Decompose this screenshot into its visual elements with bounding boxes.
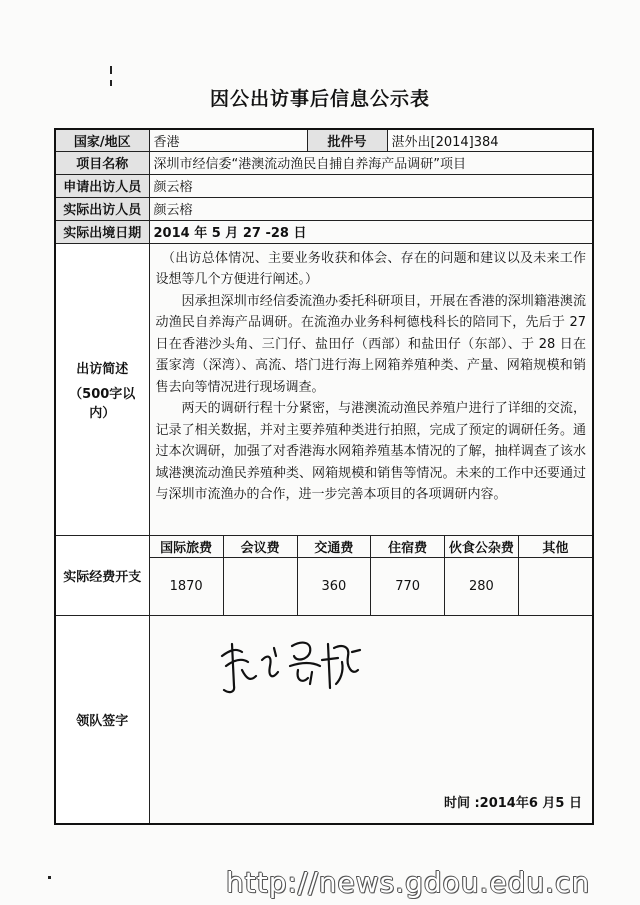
expense-value: 280 xyxy=(445,558,519,615)
info-form-table xyxy=(54,128,594,825)
expense-value xyxy=(518,558,592,615)
page-title: 因公出访事后信息公示表 xyxy=(209,88,430,110)
expenses-cell xyxy=(149,535,593,615)
label-applicants: 申请出访人员 xyxy=(55,174,149,197)
row-actual-visitors xyxy=(55,197,593,220)
signature-date: 时间 :2014年6 月5 日 xyxy=(443,796,582,811)
value-country: 香港 xyxy=(149,129,307,151)
row-dates xyxy=(55,220,593,243)
summary-paragraph: 因承担深圳市经信委流渔办委托科研项目，开展在香港的深圳籍港澳流动渔民自养海产品调研。在流渔办业务科柯德栈科长的陪同下，先后于 27 日在香港沙头角、三门仔、盐田仔（西部）和盐田仔（东部）、于 28 日在蛋家湾（深湾）、高流、塔门进行海上网箱养殖种类、产量、网箱规模和销售去向等情况进行现场调查。 xyxy=(155,293,586,395)
label-dates: 实际出境日期 xyxy=(55,220,149,243)
expense-header: 国际旅费 xyxy=(150,536,224,558)
row-expenses xyxy=(55,535,593,615)
label-approval-no: 批件号 xyxy=(307,129,387,151)
expense-value: 770 xyxy=(371,558,445,615)
value-applicants: 颜云榕 xyxy=(149,174,593,197)
value-actual-visitors: 颜云榕 xyxy=(149,197,593,220)
expense-value: 360 xyxy=(297,558,371,615)
expenses-table xyxy=(150,536,593,615)
scan-dot xyxy=(48,876,51,879)
label-actual-visitors: 实际出访人员 xyxy=(55,197,149,220)
row-project xyxy=(55,151,593,174)
value-dates: 2014 年 5 月 27 -28 日 xyxy=(149,220,593,243)
signature-cell xyxy=(149,615,593,824)
expense-header: 会议费 xyxy=(223,536,297,558)
expense-header: 其他 xyxy=(518,536,592,558)
expense-value xyxy=(223,558,297,615)
expenses-value-row xyxy=(150,558,593,615)
summary-text xyxy=(149,243,593,535)
expense-header: 交通费 xyxy=(297,536,371,558)
label-expenses: 实际经费开支 xyxy=(55,535,149,615)
summary-paragraph: （出访总体情况、主要业务收获和体会、存在的问题和建议以及未来工作设想等几个方便进行阐述。） xyxy=(155,250,586,287)
row-applicants xyxy=(55,174,593,197)
summary-paragraph: 两天的调研行程十分紧密，与港澳流动渔民养殖户进行了详细的交流，记录了相关数据，并对主要养殖种类进行拍照，完成了预定的调研任务。通过本次调研，加强了对香港海水网箱养殖基本情况的了解，抽样调查了该水域港澳流动渔民养殖种类、网箱规模和销售等情况。未来的工作中还要通过与深圳市流渔办的合作，进一步完善本项目的各项调研内容。 xyxy=(155,401,586,502)
expense-value: 1870 xyxy=(150,558,224,615)
label-summary-title: 出访简述 xyxy=(76,361,129,377)
value-project-name: 深圳市经信委“港澳流动渔民自捕自养海产品调研”项目 xyxy=(149,151,593,174)
row-country xyxy=(55,129,593,151)
label-summary xyxy=(55,243,149,535)
label-country: 国家/地区 xyxy=(55,129,149,151)
expense-header: 伙食公杂费 xyxy=(445,536,519,558)
expenses-header-row xyxy=(150,536,593,558)
row-summary xyxy=(55,243,593,535)
label-signature: 领队签字 xyxy=(55,615,149,824)
value-approval-no: 湛外出[2014]384 xyxy=(387,129,593,151)
expense-header: 住宿费 xyxy=(371,536,445,558)
label-project-name: 项目名称 xyxy=(55,151,149,174)
handwritten-signature xyxy=(212,626,372,706)
label-summary-limit: （500字以内） xyxy=(69,386,136,421)
row-signature xyxy=(55,615,593,824)
watermark-url: http://news.gdou.edu.cn xyxy=(226,866,591,899)
